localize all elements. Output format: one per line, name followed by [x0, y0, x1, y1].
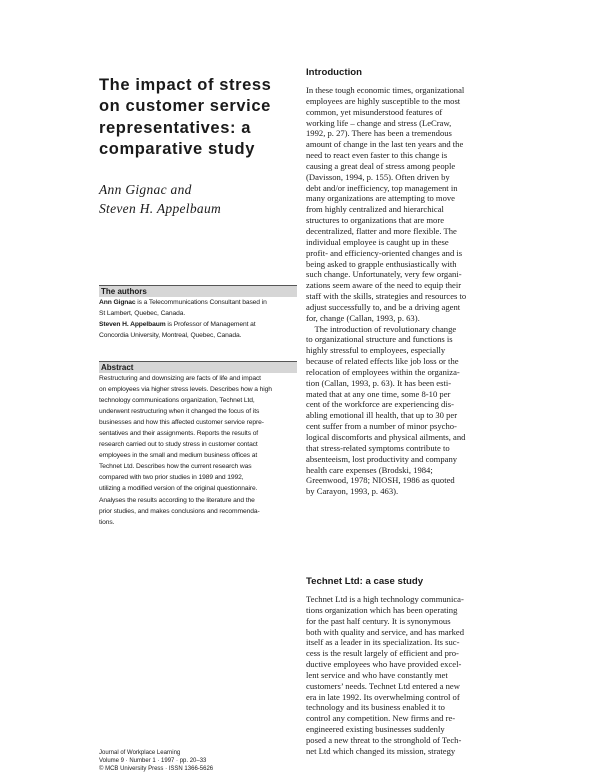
body-line: lent service and who have constantly met	[306, 669, 448, 680]
body-line: technology and its business enabled it to	[306, 702, 445, 713]
abstract-line: tions.	[99, 518, 115, 526]
abstract-line: research carried out to study stress in customer contact	[99, 441, 258, 449]
body-line: for, change (Callan, 1993, p. 63).	[306, 312, 420, 323]
body-line: abling emotional ill health, that up to 30 per	[306, 410, 458, 421]
body-line: Greenwood, 1978; NIOSH, 1986 as quoted	[306, 475, 455, 486]
body-line: engineered existing businesses suddenly	[306, 724, 445, 735]
body-line: 1992, p. 27). There has been a tremendous	[306, 128, 452, 139]
body-line: staff with the skills, strategies and resources to	[306, 291, 467, 302]
body-line: control any competition. New firms and re-	[306, 713, 456, 724]
body-line: employees are highly susceptible to the most	[306, 95, 461, 106]
article-title	[99, 75, 299, 161]
body-line: being asked to grapple enthusiastically with	[306, 258, 457, 269]
abstract-line: Technet Ltd. Describes how the current research was	[99, 463, 252, 471]
body-line: Technet Ltd is a high technology communica-	[306, 594, 464, 604]
body-line: decentralized, flatter and more flexible. The	[306, 225, 457, 236]
body-line: cess is the result largely of efficient and pro-	[306, 648, 459, 659]
body-line: The introduction of revolutionary change	[306, 323, 457, 334]
body-line: posed a new threat to the stronghold of Tech-	[306, 734, 462, 745]
body-line: cent of the workforce are experiencing dis-	[306, 399, 454, 410]
body-line: debt and/or inefficiency, top management in	[306, 182, 458, 193]
abstract-line: prior studies, and makes conclusions and recommenda-	[99, 507, 260, 515]
abstract-line: Analyses the results according to the literature and the	[99, 496, 255, 504]
body-line: amount of change in the last ten years and the	[306, 139, 464, 150]
body-line: itself as a leader in its specialization. Its suc-	[306, 637, 460, 648]
author-note-line: Concordia University, Montreal, Quebec, Canada.	[99, 332, 242, 340]
author-name: Steven H. Appelbaum	[99, 321, 166, 329]
the-authors-body	[99, 297, 299, 341]
body-line: mated that at any one time, some 8-10 per	[306, 388, 451, 399]
author-byline	[99, 180, 299, 218]
author-note-line: Steven H. Appelbaum is Professor of Management at	[99, 321, 256, 329]
body-line: tions organization which has been operating	[306, 604, 458, 615]
the-authors-heading: The authors	[99, 285, 297, 297]
body-line: to organizational structure and functions is	[306, 334, 453, 345]
author-note-line: St Lambert, Quebec, Canada.	[99, 310, 186, 318]
body-line: by Carayon, 1993, p. 463).	[306, 486, 399, 497]
abstract-line: sentatives and their assignments. Reports the results of	[99, 430, 259, 438]
body-line: need to react even faster to this change is	[306, 150, 448, 161]
body-line: such change. Unfortunately, very few organi-	[306, 269, 462, 280]
case-study-body	[306, 594, 506, 757]
body-line: many organizations are attempting to move	[306, 193, 455, 204]
title-line: on customer service	[99, 97, 271, 116]
body-line: common, yet misunderstood features of	[306, 106, 443, 117]
footer-line: Journal of Workplace Learning	[99, 750, 181, 756]
abstract-line: on employees via higher stress levels. Describes how a high	[99, 386, 272, 394]
footer-line: © MCB University Press · ISSN 1366-5626	[99, 766, 214, 773]
body-line: (Davisson, 1994, p. 155). Often driven by	[306, 171, 450, 182]
abstract-line: compared with two prior studies in 1989 and 1992,	[99, 474, 244, 482]
title-line: The impact of stress	[99, 76, 272, 94]
body-line: causing a great deal of stress among people	[306, 160, 456, 171]
body-line: that stress-related symptoms contribute to	[306, 442, 450, 453]
body-line: era in late 1992. Its overwhelming control of	[306, 691, 460, 702]
abstract-body	[99, 373, 299, 528]
introduction-heading: Introduction	[306, 67, 362, 78]
abstract-line: employees in the small and medium business offices at	[99, 452, 258, 460]
abstract-heading: Abstract	[99, 361, 297, 373]
body-line: adjust successfully to, and be a driving agent	[306, 301, 461, 312]
case-study-heading: Technet Ltd: a case study	[306, 576, 424, 587]
body-line: zations seem aware of the need to equip their	[306, 280, 462, 291]
author-line: Steven H. Appelbaum	[99, 201, 222, 216]
author-line: Ann Gignac and	[99, 182, 192, 197]
footer-line: Volume 9 · Number 1 · 1997 · pp. 20–33	[99, 758, 207, 765]
author-note-line: Ann Gignac is a Telecommunications Consultant based in	[99, 299, 267, 306]
body-line: for the past half century. It is synonymous	[306, 615, 451, 626]
abstract-line: underwent restructuring when it changed the focus of its	[99, 408, 260, 416]
body-line: customers’ needs. Technet Ltd entered a new	[306, 680, 460, 691]
body-line: profit- and efficiency-oriented changes and is	[306, 247, 463, 258]
abstract-line: businesses and how this affected customer service repre-	[99, 419, 264, 427]
body-line: absenteeism, lost productivity and company	[306, 453, 458, 464]
body-line: health care expenses (Brodski, 1984;	[306, 464, 433, 475]
introduction-body	[306, 85, 506, 497]
body-line: net Ltd which changed its mission, strategy	[306, 745, 456, 756]
body-line: individual employee is caught up in these	[306, 236, 449, 247]
body-line: ductive employees who have provided excel-	[306, 659, 462, 670]
journal-footer	[99, 749, 299, 773]
body-line: working life – change and stress (LeCraw,	[306, 117, 452, 128]
abstract-line: technology communications organization, Technet Ltd,	[99, 397, 255, 405]
author-name: Ann Gignac	[99, 299, 136, 306]
body-line: structures to organizations that are more	[306, 215, 445, 226]
body-line: logical discomforts and physical ailments, and	[306, 432, 466, 442]
body-line: both with quality and service, and has marked	[306, 626, 464, 637]
body-line: tion (Callan, 1993, p. 63). It has been esti-	[306, 377, 452, 388]
body-line: from highly centralized and hierarchical	[306, 204, 444, 215]
body-line: relocation of employees within the organiza-	[306, 366, 460, 377]
title-line: comparative study	[99, 140, 256, 159]
body-line: highly stressful to employees, especially	[306, 345, 446, 356]
abstract-line: Restructuring and downsizing are facts of life and impact	[99, 375, 261, 382]
body-line: In these tough economic times, organizational	[306, 85, 465, 95]
abstract-line: utilizing a modified version of the original questionnaire.	[99, 485, 258, 493]
body-line: cent suffer from a number of minor psycho-	[306, 421, 457, 432]
title-line: representatives: a	[99, 118, 252, 137]
body-line: because of related effects like job loss or the	[306, 356, 459, 367]
